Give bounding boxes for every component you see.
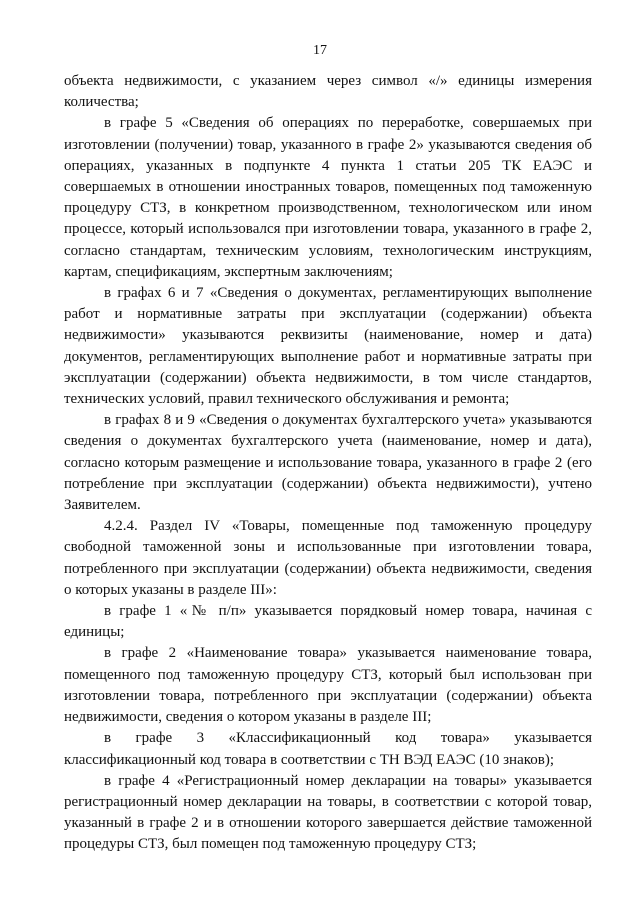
- paragraph: 4.2.4. Раздел IV «Товары, помещенные под таможенную процедуру свободной таможенной зоны и использованные при изготовлении товара, потребленного при эксплуатации (содержании) объекта недвижимости, сведения о которых указаны в разделе III»:: [64, 518, 592, 598]
- paragraph: в графе 3 «Классификационный код товара» указывается классификационный код товара в соответствии с ТН ВЭД ЕАЭС (10 знаков);: [64, 730, 592, 768]
- paragraph: объекта недвижимости, с указанием через символ «/» единицы измерения количества;: [64, 73, 592, 111]
- paragraph: в графах 6 и 7 «Сведения о документах, регламентирующих выполнение работ и нормативные затраты при эксплуатации (содержании) объекта недвижимости» указываются реквизиты (наименование, номер и дата) документов, регламентирующих выполнение работ и нормативные затраты при эксплуатации (содержании) объекта недвижимости, в том числе стандартов, технических условий, правил технического обслуживания и ремонта;: [64, 285, 592, 408]
- paragraph: в графе 4 «Регистрационный номер декларации на товары» указывается регистрационный номер декларации на товары, в соответствии с которой товар, указанный в графе 2 и в отношении которого завершается действие таможенной процедуры СТЗ, был помещен под таможенную процедуру СТЗ;: [64, 772, 592, 853]
- page-number: 17: [313, 43, 327, 58]
- document-body: [64, 71, 592, 856]
- paragraph: в графе 5 «Сведения об операциях по переработке, совершаемых при изготовлении (получении) товар, указанного в графе 2» указываются сведения об операциях, указанных в подпункте 4 пункта 1 статьи 205 ТК ЕАЭС и совершаемых в отношении иностранных товаров, помещенных под таможенную процедуру СТЗ, в конкретном производственном, технологическом или ином процессе, который использовался при изготовлении товара, указанного в графе 2, согласно стандартам, техническим условиям, технологическим инструкциям, картам, спецификациям, экспертным заключениям;: [64, 115, 592, 280]
- paragraph: в графах 8 и 9 «Сведения о документах бухгалтерского учета» указываются сведения о документах бухгалтерского учета (наименование, номер и дата), согласно которым размещение и использование товара, указанного в графе 2 (его потребление при эксплуатации (содержании) объекта недвижимости), учтено Заявителем.: [64, 412, 592, 514]
- paragraph: в графе 2 «Наименование товара» указывается наименование товара, помещенного под таможенную процедуру СТЗ, который был использован при изготовлении товара, потребленного при эксплуатации (содержании) объекта недвижимости, сведения о котором указаны в разделе III;: [64, 645, 592, 726]
- paragraph: в графе 1 «№ п/п» указывается порядковый номер товара, начиная с единицы;: [64, 603, 592, 641]
